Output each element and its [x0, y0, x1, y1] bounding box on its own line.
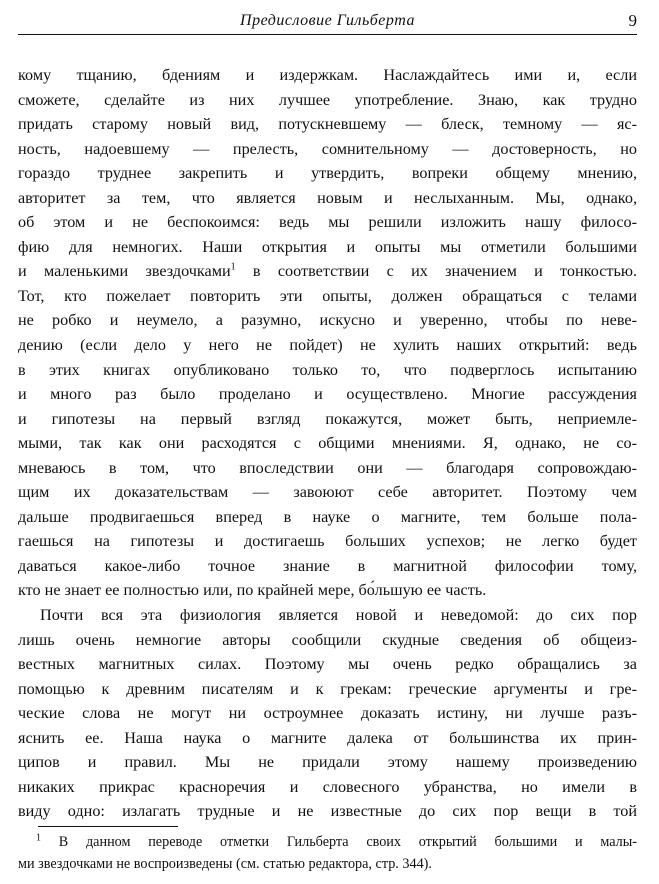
text-segment: и маленькими звездочками	[18, 262, 231, 281]
text-line: вестных магнитных силах. Поэтому мы очень редко обращались за	[18, 655, 637, 674]
text-line: щим их доказательствам — завоюют себе авторитет. Поэтому чем	[18, 483, 637, 502]
text-line: авторитет за тем, что является новым и неслыханным. Мы, однако,	[18, 188, 637, 207]
text-line: сможете, сделайте из них лучшее употребление. Знаю, как трудно	[18, 90, 637, 109]
text-line: помощью к древним писателям и к грекам: греческие аргументы и гре-	[18, 679, 637, 698]
text-line: и много раз было проделано и осуществлено. Многие рассуждения	[18, 385, 637, 404]
footnote-line: ми звездочками не воспроизведены (см. статью редактора, стр. 344).	[18, 856, 432, 872]
footnote	[18, 831, 637, 875]
text-line: яснить ее. Наша наука о магните далека от большинства их прин-	[18, 728, 637, 747]
main-text	[18, 63, 637, 824]
text-line: и гипотезы на первый взгляд покажутся, может быть, неприемле-	[18, 409, 637, 428]
text-line: ципов и правил. Мы не придали этому нашему произведению	[18, 753, 637, 772]
text-line: лишь очень немногие авторы сообщили скудные сведения об общеиз-	[18, 630, 637, 649]
text-line: кому тщанию, бдениям и издержкам. Наслаждайтесь ими и, если	[18, 66, 637, 84]
text-line: в этих книгах опубликовано только то, что подверглось испытанию	[18, 360, 637, 379]
text-line: мыми, так как они расходятся с общими мнениями. Я, однако, не со-	[18, 434, 637, 453]
text-line: ность, надоевшему — прелесть, сомнительному — достоверность, но	[18, 139, 637, 158]
text-line: гораздо труднее закрепить и утвердить, вопреки общему мнению,	[18, 164, 637, 183]
text-line: ческие слова не могут ни остроумнее доказать истину, ни лучше разъ-	[18, 704, 637, 723]
text-line: гаешься на гипотезы и достигаешь больших успехов; не легко будет	[18, 532, 637, 551]
footnote-divider	[38, 826, 178, 827]
text-line: даваться какое-либо точное знание в магнитной философии тому,	[18, 556, 637, 575]
running-title: Предисловие Гильберта	[240, 12, 415, 29]
text-line: мневаюсь в том, что впоследствии они — благодаря сопровождаю-	[18, 458, 637, 477]
footnote-reference[interactable]: 1	[230, 261, 236, 273]
text-line: фию для немногих. Наши открытия и опыты мы отметили большими	[18, 237, 637, 256]
text-line: кто не знает ее полностью или, по крайней мере, бо́льшую ее часть.	[18, 581, 487, 600]
footnote-text: В данном переводе отметки Гильберта своих открытий большими и малы-	[41, 834, 637, 850]
footnote-line	[18, 831, 637, 853]
text-line: об этом и не беспокоимся: ведь мы решили изложить нашу филосо-	[18, 213, 637, 232]
text-line: придать старому новый вид, потускневшему — блеск, темному — яс-	[18, 115, 637, 134]
text-line: виду одно: излагать трудные и не известные до сих пор вещи в той	[18, 802, 637, 821]
text-line: дальше продвигаешься вперед в науке о магните, тем больше пола-	[18, 507, 637, 526]
text-line: дению (если дело у него не пойдет) не хулить наших открытий: ведь	[18, 336, 637, 355]
footnote-mark: 1	[36, 832, 41, 844]
text-line-with-footnote	[18, 259, 637, 284]
text-line: никаких прикрас красноречия и словесного убранства, но имели в	[18, 777, 637, 796]
text-line: Тот, кто пожелает повторить эти опыты, должен обращаться с телами	[18, 286, 637, 305]
running-header	[18, 10, 637, 35]
text-line: не робко и неумело, а разумно, искусно и уверенно, чтобы по неве-	[18, 311, 637, 330]
text-segment: в соответствии с их значением и тонкостью.	[235, 262, 637, 281]
text-line: Почти вся эта физиология является новой и неведомой: до сих пор	[40, 606, 637, 625]
page-number: 9	[628, 11, 637, 30]
